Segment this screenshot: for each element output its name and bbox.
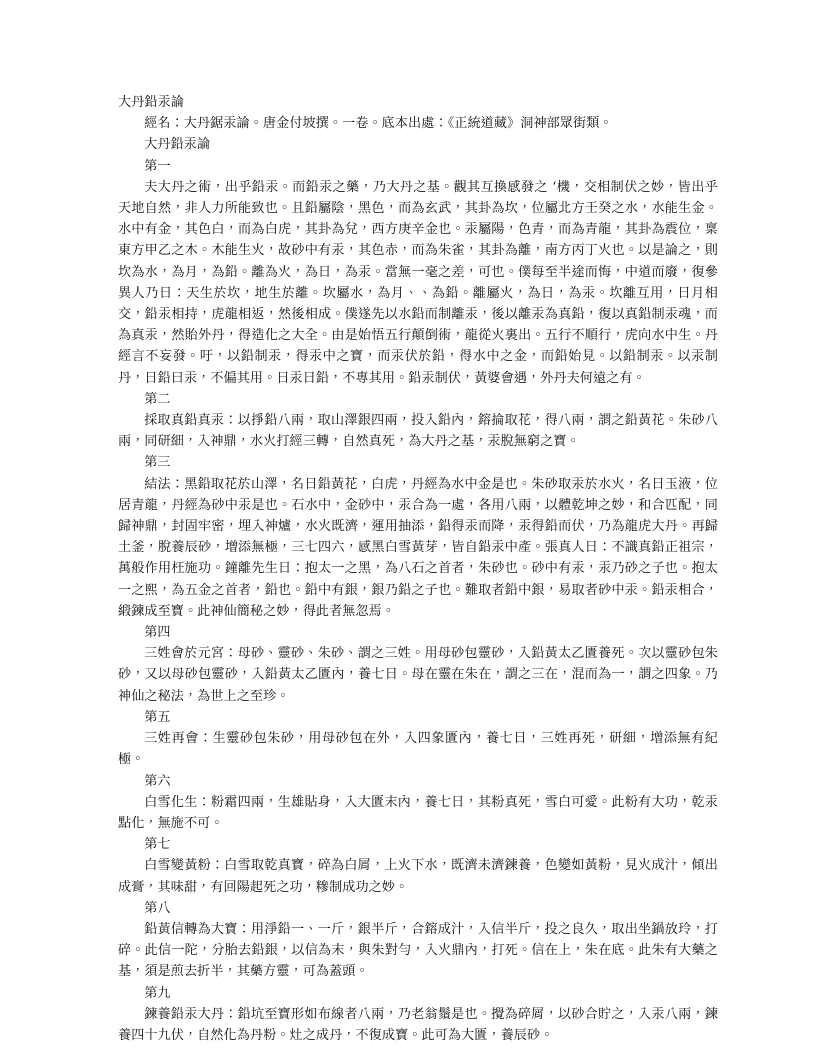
heading-4: 第四 (144, 625, 171, 641)
section-9-body: 鍊養鉛汞大丹：鉛坑至寶形如布線者八兩，乃老翁鬚是也。攪為碎屑，以砂合貯之，入汞八兩，鍊養四十九伏，自然化為丹粉。灶之成丹，不復成寶。此可為大匱，養辰砂。 (118, 1006, 718, 1043)
title: 大丹鉛汞論 (118, 95, 184, 110)
section-3-body: 結法：黑鉛取花於山澤，名日鉛黃花，白虎，丹經為水中金是也。朱砂取汞於水火，名日玉液，位居青龍，丹經為砂中汞是也。石水中，金砂中，汞合為一處，各用八兩，以體乾坤之妙，和合匹配，同歸神鼎，封固牢密，埋入神爐，水火既濟，運用抽添，鉛得汞而降，汞得鉛而伏，乃為龍虎大丹。再歸土釜，脫養辰砂，增添無極，三七四六，感黑白雪黃芽，皆自鉛汞中產。張真人日：不識真鉛正祖宗，萬般作用枉施功。鐘離先生日：抱太一之黑，為八石之首者，朱砂也。砂中有汞，汞乃砂之子也。抱太一之熙，為五金之首者，鉛也。鉛中有銀，銀乃鉛之子也。難取者鉛中銀，易取者砂中汞。鉛汞相合，緞鍊成至寶。此神仙簡秘之妙，得此者無忽焉。 (118, 476, 718, 619)
section-5-body: 三姓再會：生靈砂包朱砂，用母砂包在外，入四象匱內，養七日，三姓再死，研細，增添無有紀極。 (118, 731, 718, 768)
heading-5: 第五 (144, 709, 171, 725)
inner-title: 大丹鉛汞論 (144, 137, 211, 153)
document-text-block (118, 92, 718, 1046)
heading-7: 第七 (144, 837, 171, 853)
heading-1: 第一 (144, 158, 171, 174)
section-4-body: 三姓會於元宮：母砂、靈砂、朱砂、謂之三姓。用母砂包靈砂，入鉛黃太乙匱養死。次以靈砂包朱砂，又以母砂包靈砂，入鉛黃太乙匱內，養七日。母在靈在朱在，謂之三在，混而為一，謂之四象。乃神仙之秘法，為世上之至珍。 (118, 646, 718, 704)
section-8-body: 鉛黃信轉為大寶：用淨鉛一、一斤，銀半斤，合鎔成汁，入信半斤，投之良久，取出坐鍋放玲，打碎。此信一陀，分胎去鉛銀，以信為末，與朱對勻，入火鼎內，打死。信在上，朱在底。此朱有大藥之基，須是煎去折半，其藥方靈，可為蓋頭。 (118, 921, 718, 980)
colophon: 經名：大丹鋸汞論。唐金付坡撰。一卷。底本出處：《正統道藏》洞神部眾街類。 (144, 116, 613, 132)
heading-3: 第三 (144, 455, 171, 471)
heading-6: 第六 (144, 773, 171, 789)
heading-9: 第九 (144, 985, 171, 1001)
section-6-body: 白雪化生：粉霜四兩，生雄貼身，入大匱末內，養七日，其粉真死，雪白可愛。此粉有大功，乾汞點化，無施不可。 (118, 794, 718, 831)
section-1-body: 夫大丹之術，出乎鉛汞。而鉛汞之藥，乃大丹之基。觀其互換感發之 ‘機，交相制伏之妙，皆出乎天地自然，非人力所能致也。且鉛屬陰，黑色，而為玄武，其卦為坎，位屬北方壬癸之水，水能生金。水中有金，其色白，而為白虎，其卦為兌，西方庚辛金也。汞屬陽，色青，而為青龍，其卦為震位，稟東方甲乙之木。木能生火，故砂中有汞，其色赤，而為朱雀，其卦為離，南方丙丁火也。以是論之，則坎為水，為月，為鉛。離為火，為日，為汞。當無一毫之差，可也。僕每至半途而悔，中道而廢，復參異人乃日：天生於坎，地生於離。坎屬水，為月、、為鉛。離屬火，為日，為汞。坎離互用，日月相交，鉛汞相持，虎龍相返，然後相成。僕遂先以水鉛而制離汞，後以離汞為真鉛，復以真鉛制汞魂，而為真汞，然貽外丹，得造化之大全。由是始悟五行顛倒術，龍從火裏出。五行不順行，虎向水中生。丹經言不妄發。吁，以鉛制汞，得汞中之寶，而汞伏於鉛，得水中之金，而鉛始見。以鉛制汞。以汞制丹，日鉛曰汞，不偏其用。日汞日鉛，不專其用。鉛汞制伏，黃婆會遇，外丹夫何遠之有。 (118, 179, 718, 386)
heading-8: 第八 (144, 900, 171, 916)
section-7-body: 白雪變黃粉：白雪取乾真寶，碎為白屑，上火下水，既濟未濟鍊養，色變如黃粉，見火成汁，傾出成膏，其味甜，有回陽起死之功，糝制成功之妙。 (118, 858, 718, 895)
section-2-body: 採取真鉛真汞：以掙鉛八兩，取山澤銀四兩，投入鉛內，鎔掄取花，得八兩，謂之鉛黃花。朱砂八兩，同研細，入神鼎，水火打經三轉，自然真死，為大丹之基，汞脫無窮之寶。 (118, 413, 718, 450)
heading-2: 第二 (144, 391, 171, 407)
